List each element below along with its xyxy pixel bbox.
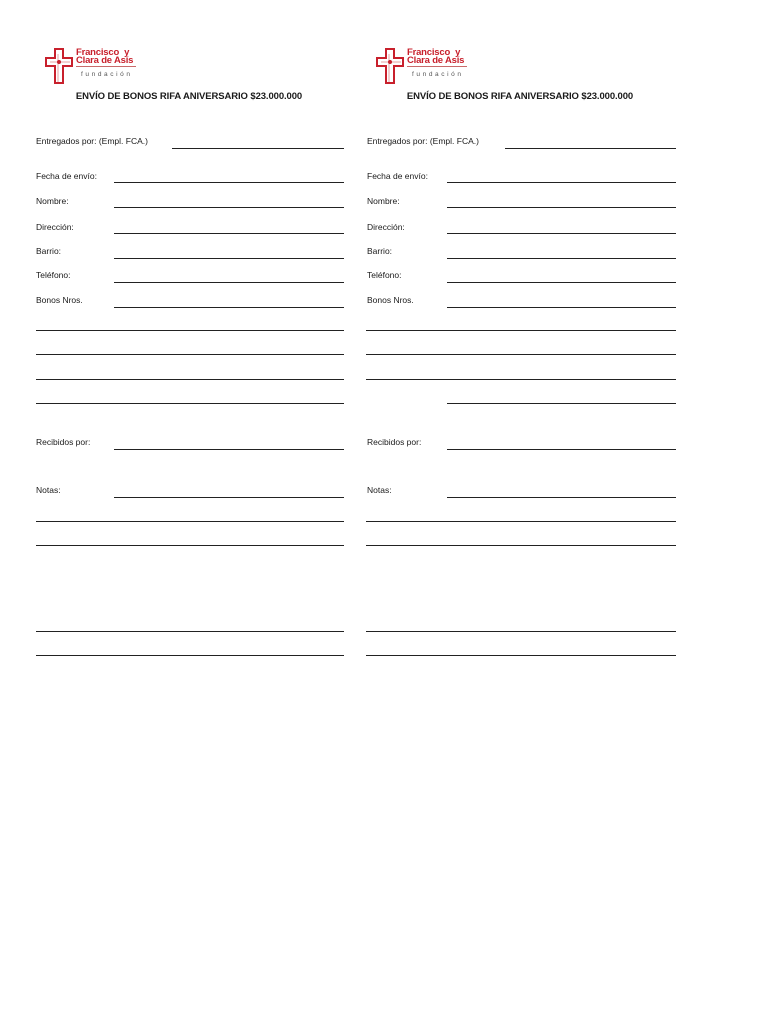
- label-nombre: Nombre:: [36, 196, 69, 206]
- bonos-field[interactable]: [447, 307, 676, 308]
- notas-line[interactable]: [36, 545, 344, 546]
- label-recibidos: Recibidos por:: [36, 437, 91, 447]
- label-barrio: Barrio:: [36, 246, 62, 256]
- logo-name-line1: Francisco y: [76, 47, 130, 58]
- recibidos-field[interactable]: [114, 449, 344, 450]
- logo-name-line2: Clara de Asís: [76, 55, 134, 66]
- notas-line[interactable]: [366, 521, 676, 522]
- cross-icon: [44, 46, 74, 86]
- logo-subtitle: fundación: [412, 71, 464, 78]
- barrio-field[interactable]: [447, 258, 676, 259]
- bonos-line[interactable]: [36, 330, 344, 331]
- entregados-field[interactable]: [505, 148, 676, 149]
- label-entregados: Entregados por: (Empl. FCA.): [367, 136, 479, 146]
- notas-field[interactable]: [447, 497, 676, 498]
- notas-line[interactable]: [36, 631, 344, 632]
- label-notas: Notas:: [367, 485, 392, 495]
- logo-divider: [76, 66, 136, 69]
- notas-line[interactable]: [366, 655, 676, 656]
- nombre-field[interactable]: [114, 207, 344, 208]
- notas-line[interactable]: [36, 655, 344, 656]
- label-fecha: Fecha de envío:: [36, 171, 97, 181]
- form-title: ENVÍO DE BONOS RIFA ANIVERSARIO $23.000.000: [406, 91, 634, 102]
- notas-field[interactable]: [114, 497, 344, 498]
- foundation-logo: [44, 46, 164, 86]
- bonos-line[interactable]: [447, 403, 676, 404]
- label-bonos: Bonos Nros.: [36, 295, 83, 305]
- notas-line[interactable]: [366, 545, 676, 546]
- label-telefono: Teléfono:: [367, 270, 402, 280]
- shipping-form-left: [34, 0, 354, 700]
- logo-name-line1: Francisco y: [407, 47, 461, 58]
- shipping-form-right: [365, 0, 685, 700]
- logo-name-line2: Clara de Asís: [407, 55, 465, 66]
- label-recibidos: Recibidos por:: [367, 437, 422, 447]
- label-direccion: Dirección:: [367, 222, 405, 232]
- notas-line[interactable]: [36, 521, 344, 522]
- direccion-field[interactable]: [447, 233, 676, 234]
- label-direccion: Dirección:: [36, 222, 74, 232]
- direccion-field[interactable]: [114, 233, 344, 234]
- cross-icon: [375, 46, 405, 86]
- fecha-field[interactable]: [447, 182, 676, 183]
- label-notas: Notas:: [36, 485, 61, 495]
- bonos-field[interactable]: [114, 307, 344, 308]
- bonos-line[interactable]: [366, 379, 676, 380]
- label-nombre: Nombre:: [367, 196, 400, 206]
- bonos-line[interactable]: [36, 354, 344, 355]
- telefono-field[interactable]: [447, 282, 676, 283]
- notas-line[interactable]: [366, 631, 676, 632]
- bonos-line[interactable]: [36, 403, 344, 404]
- label-bonos: Bonos Nros.: [367, 295, 414, 305]
- barrio-field[interactable]: [114, 258, 344, 259]
- label-telefono: Teléfono:: [36, 270, 71, 280]
- label-entregados: Entregados por: (Empl. FCA.): [36, 136, 148, 146]
- telefono-field[interactable]: [114, 282, 344, 283]
- recibidos-field[interactable]: [447, 449, 676, 450]
- bonos-line[interactable]: [366, 354, 676, 355]
- foundation-logo: [375, 46, 495, 86]
- logo-divider: [407, 66, 467, 69]
- label-barrio: Barrio:: [367, 246, 393, 256]
- logo-subtitle: fundación: [81, 71, 133, 78]
- label-fecha: Fecha de envío:: [367, 171, 428, 181]
- bonos-line[interactable]: [366, 330, 676, 331]
- nombre-field[interactable]: [447, 207, 676, 208]
- bonos-line[interactable]: [36, 379, 344, 380]
- fecha-field[interactable]: [114, 182, 344, 183]
- entregados-field[interactable]: [172, 148, 344, 149]
- form-title: ENVÍO DE BONOS RIFA ANIVERSARIO $23.000.000: [75, 91, 303, 102]
